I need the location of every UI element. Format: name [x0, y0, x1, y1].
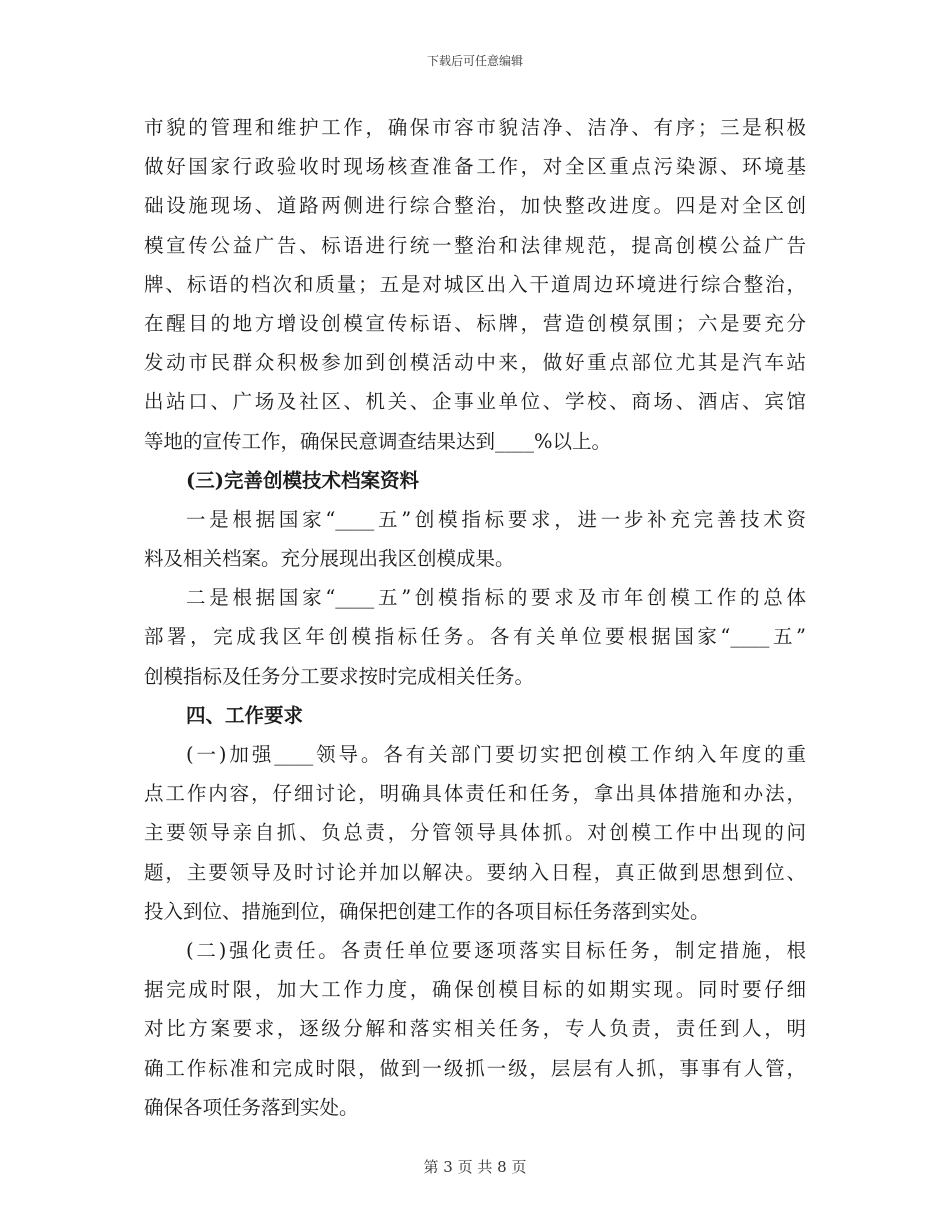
paragraph-line: 出站口、广场及社区、机关、企事业单位、学校、商场、酒店、宾馆: [144, 390, 806, 414]
paragraph-line: 二是根据国家“____五”创模指标的要求及市年创模工作的总体: [186, 586, 806, 610]
paragraph-line: 确保各项任务落到实处。: [144, 1095, 359, 1119]
paragraph-line: 主要领导亲自抓、负总责，分管领导具体抓。对创模工作中出现的问: [144, 821, 806, 845]
paragraph-line: (二)强化责任。各责任单位要逐项落实目标任务，制定措施，根: [186, 938, 806, 962]
paragraph-line: 题，主要领导及时讨论并加以解决。要纳入日程，真正做到思想到位、: [144, 860, 806, 884]
paragraph-line: 础设施现场、道路两侧进行综合整治，加快整改进度。四是对全区创: [144, 194, 806, 218]
paragraph-line: (一)加强____领导。各有关部门要切实把创模工作纳入年度的重: [186, 743, 806, 766]
paragraph-line: 创模指标及任务分工要求按时完成相关任务。: [144, 664, 535, 688]
section-heading: (三)完善创模技术档案资料: [186, 468, 419, 492]
paragraph-line: 投入到位、措施到位，确保把创建工作的各项目标任务落到实处。: [144, 899, 710, 923]
paragraph-line: 在醒目的地方增设创模宣传标语、标牌，营造创模氛围；六是要充分: [144, 311, 806, 335]
paragraph-line: 确工作标准和完成时限，做到一级抓一级，层层有人抓，事事有人管，: [144, 1056, 806, 1080]
paragraph-line: 对比方案要求，逐级分解和落实相关任务，专人负责，责任到人，明: [144, 1017, 806, 1041]
body-text: [144, 108, 806, 1127]
header-note: 下载后可任意编辑: [426, 54, 523, 68]
paragraph-line: 做好国家行政验收时现场核查准备工作，对全区重点污染源、环境基: [144, 155, 806, 179]
paragraph-line: 模宣传公益广告、标语进行统一整治和法律规范，提高创模公益广告: [144, 233, 806, 257]
section-heading: 四、工作要求: [186, 703, 304, 727]
paragraph-line: 发动市民群众积极参加到创模活动中来，做好重点部位尤其是汽车站: [144, 351, 806, 375]
paragraph-line: 等地的宣传工作，确保民意调查结果达到____%以上。: [144, 429, 612, 453]
paragraph-line: 料及相关档案。充分展现出我区创模成果。: [144, 547, 515, 571]
paragraph-line: 一是根据国家“____五”创模指标要求，进一步补充完善技术资: [186, 507, 806, 531]
paragraph-line: 牌、标语的档次和质量；五是对城区出入干道周边环境进行综合整治，: [144, 272, 806, 296]
paragraph-line: 市貌的管理和维护工作，确保市容市貌洁净、洁净、有序；三是积极: [144, 116, 806, 139]
paragraph-line: 据完成时限，加大工作力度，确保创模目标的如期实现。同时要仔细: [144, 978, 806, 1002]
paragraph-line: 部署，完成我区年创模指标任务。各有关单位要根据国家“____五”: [144, 625, 806, 649]
page-footer: 第 3 页 共 8 页: [423, 1158, 527, 1176]
paragraph-line: 点工作内容，仔细讨论，明确具体责任和任务，拿出具体措施和办法，: [144, 782, 806, 806]
